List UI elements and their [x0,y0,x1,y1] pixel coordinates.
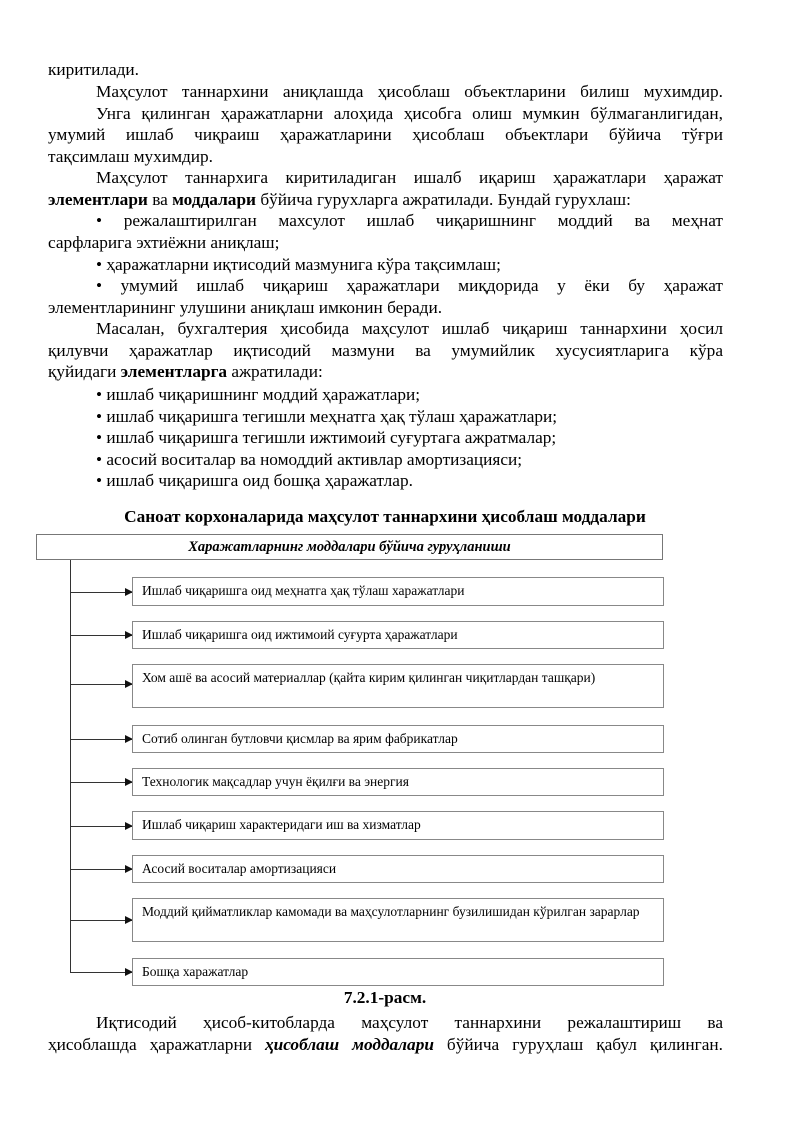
text-span: ва [147,190,173,209]
text-line: умумий ишлаб чиқраиш ҳаражатларини ҳисоблаш объектлари бўйича тўғри [48,125,723,144]
diagram-root-box: Харажатларнинг моддалари бўйича гуруҳланиши [36,534,663,560]
text-line: Унга қилинган ҳаражатларни алоҳида ҳисобга олиш мумкин бўлмаганлигидан, [96,104,723,123]
text-span: бўйича гурухларга ажратилади. Бундай гурухлаш: [256,190,631,209]
diagram-item-box: Хом ашё ва асосий материаллар (қайта кирим қилинган чиқитлардан ташқари) [132,664,664,708]
text-line [48,1034,723,1055]
text-line: Маҳсулот таннархини аниқлашда ҳисоблаш объектларини билиш мухимдир. [96,82,723,101]
diagram-item-box: Бошқа харажатлар [132,958,664,986]
arrow-connector [70,635,132,636]
text-line: • режалаштирилган махсулот ишлаб чиқаришнинг моддий ва меҳнат [96,211,723,230]
text-span: ажратилади: [227,362,323,381]
bold-term: элементлари [48,190,148,209]
text-span: бўйича гуруҳлаш қабул қилинган. [433,1035,723,1054]
text-line: Маҳсулот таннархига киритиладиган ишалб иқариш ҳаражатлари ҳаражат [96,168,723,187]
bold-italic-term: ҳисоблаш моддалари [264,1035,434,1054]
text-line [48,189,723,210]
text-line: элементларининг улушини аниқлаш имконин беради. [48,298,443,317]
diagram-item-box: Моддий қийматликлар камомади ва маҳсулотларнинг бузилишидан кўрилган зарарлар [132,898,664,942]
diagram-heading: Саноат корхоналарида маҳсулот таннархини ҳисоблаш моддалари [124,507,646,526]
arrow-connector [70,826,132,827]
list-item: • ишлаб чиқаришга тегишли ижтимоий суғуртага ажратмалар; [96,428,557,447]
text-line: Иқтисодий ҳисоб-китобларда маҳсулот таннархини режалаштириш ва [96,1013,723,1032]
bold-term: элементларга [120,362,228,381]
arrow-connector [70,869,132,870]
text-line: Масалан, бухгалтерия ҳисобида маҳсулот ишлаб чиқариш таннархини ҳосил [96,319,723,338]
text-line: • ҳаражатларни иқтисодий мазмунига кўра тақсимлаш; [96,255,501,274]
text-span: ҳисоблашда ҳаражатларни [48,1035,265,1054]
diagram-item-box: Ишлаб чиқаришга оид ижтимоий суғурта ҳаражатлари [132,621,664,649]
list-item: • асосий воситалар ва номоддий активлар амортизацияси; [96,450,523,469]
arrow-connector [70,684,132,685]
arrow-connector [70,739,132,740]
list-item: • ишлаб чиқаришга оид бошқа ҳаражатлар. [96,471,413,490]
text-span: қуйидаги [48,362,121,381]
arrow-connector [70,592,132,593]
arrow-connector [70,972,132,973]
text-line: киритилади. [48,60,139,79]
text-line: қилувчи ҳаражатлар иқтисодий мазмуни ва умумийлик хусусиятларига кўра [48,341,723,360]
diagram-item-box: Ишлаб чиқаришга оид меҳнатга ҳақ тўлаш харажатлари [132,577,664,606]
arrow-connector [70,920,132,921]
bold-term: моддалари [172,190,257,209]
text-line: сарфларига эхтиёжни аниқлаш; [48,233,280,252]
diagram-item-box: Асосий воситалар амортизацияси [132,855,664,883]
arrow-connector [70,782,132,783]
list-item: • ишлаб чиқаришнинг моддий ҳаражатлари; [96,385,421,404]
diagram-item-box: Сотиб олинган бутловчи қисмлар ва ярим фабрикатлар [132,725,664,753]
list-item: • ишлаб чиқаришга тегишли меҳнатга ҳақ тўлаш ҳаражатлари; [96,407,558,426]
diagram-item-box: Технологик мақсадлар учун ёқилғи ва энергия [132,768,664,796]
text-line: тақсимлаш мухимдир. [48,147,214,166]
diagram-connector-line [70,560,71,972]
text-line [48,361,723,382]
diagram-item-box: Ишлаб чиқариш характеридаги иш ва хизматлар [132,811,664,840]
figure-caption: 7.2.1-расм. [343,988,427,1007]
text-line: • умумий ишлаб чиқариш ҳаражатлари миқдорида у ёки бу ҳаражат [96,276,723,295]
